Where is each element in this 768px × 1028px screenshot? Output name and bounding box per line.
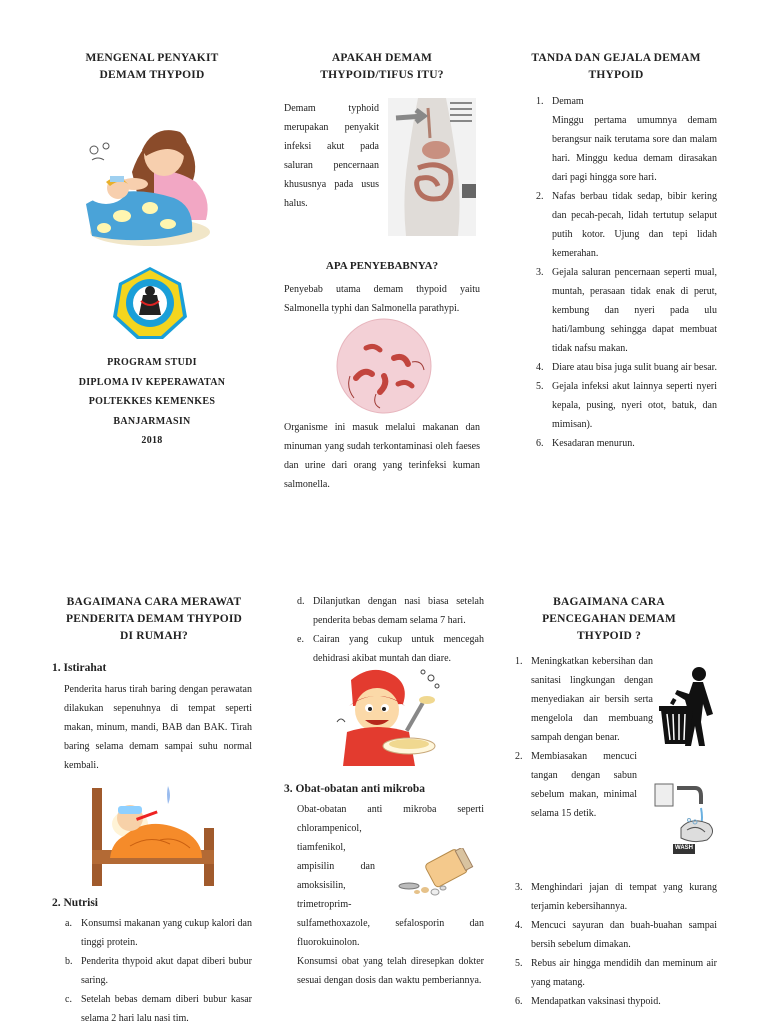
salmonella-image [336, 318, 432, 414]
pills-illustration [395, 848, 475, 896]
rest-text: Penderita harus tirah baring dengan perawatan dilakukan sepenuhnya di tempat seperti makan, minum, mandi, BAB dan BAK. Tirah baring selama demam sampai suhu normal kembali. [64, 684, 252, 771]
program-line: DIPLOMA IV KEPERAWATAN [78, 376, 226, 388]
digestive-system-image [388, 98, 476, 236]
drug-advice-text: Konsumsi obat yang telah diresepkan dokter sesuai dengan dosis dan waktu pemberiannya. [297, 956, 484, 986]
list-item: d. Dilanjutkan dengan nasi biasa setelah penderita bebas demam selama 7 hari. [297, 596, 484, 626]
definition-title: APAKAH DEMAM THYPOID/TIFUS ITU? [320, 52, 444, 81]
poltekkes-logo [111, 265, 189, 341]
cause-title: APA PENYEBABNYA? [325, 260, 439, 272]
list-item: 1. Demam Minggu pertama umumnya demam berangsur naik terutama sore dan malam hari. Minggu kedua demam dirasakan dari pagi hingga sore hari. [536, 96, 717, 183]
list-item: e. Cairan yang cukup untuk mencegah dehidrasi akibat muntah dan diare. [297, 634, 484, 664]
list-item: 6. Mendapatkan vaksinasi thypoid. [515, 996, 661, 1007]
sick-in-bed-illustration [90, 778, 216, 890]
prevention-list-bottom [515, 878, 717, 1011]
rest-heading: 1. Istirahat [52, 662, 107, 674]
list-item: 1. Meningkatkan kebersihan dan sanitasi lingkungan dengan menyediakan air bersih serta mengelola dan membuang sampah dengan benar. [515, 656, 653, 743]
list-item: 2. Membiasakan mencuci tangan dengan sabun sebelum makan, minimal selama 15 detik. [515, 751, 637, 819]
program-line: PROGRAM STUDI [107, 357, 197, 368]
care-title: BAGAIMANA CARA MERAWAT PENDERITA DEMAM THYPOID DI RUMAH? [65, 596, 243, 642]
list-item: 6. Kesadaran menurun. [536, 438, 635, 449]
cover-title: MENGENAL PENYAKIT DEMAM THYPOID [85, 52, 219, 81]
drug-line: tiamfenikol, [297, 842, 346, 853]
cause-text: Penyebab utama demam thypoid yaitu Salmonella typhi dan Salmonella parathypi. [284, 284, 480, 314]
list-item: 5. Rebus air hingga mendidih dan meminum air yang matang. [515, 958, 717, 988]
nutrition-list [65, 914, 252, 1028]
handwash-illustration [651, 782, 721, 856]
prevention-title: BAGAIMANA CARA PENCEGAHAN DEMAM THYPOID ? [542, 596, 676, 642]
list-item: c. Setelah bebas demam diberi bubur kasar selama 2 hari lalu nasi tim. [65, 994, 252, 1024]
trash-bin-icon [659, 664, 719, 748]
program-line: POLTEKKES KEMENKES [88, 396, 216, 407]
drug-line: amoksisilin, [297, 880, 346, 891]
nutrition-heading: 2. Nutrisi [52, 897, 98, 909]
drug-line: Obat-obatan anti mikroba seperti [297, 804, 484, 815]
wash-label: WASH [675, 845, 693, 851]
list-item: 4. Diare atau bisa juga sulit buang air besar. [536, 362, 717, 373]
symptoms-list [536, 92, 717, 453]
program-block [40, 353, 264, 451]
list-item: 2. Nafas berbau tidak sedap, bibir kering dan pecah-pecah, lidah tertutup selaput putih kotor. Ujung dan tepi lidah kemerahan. [536, 191, 717, 259]
program-line: 2018 [141, 435, 163, 446]
drug-line: trimetroprim- [297, 899, 352, 910]
list-item: 3. Menghindari jajan di tempat yang kurang terjamin kebersihannya. [515, 882, 717, 912]
definition-text: Demam typhoid merupakan penyakit infeksi akut pada saluran pencernaan khususnya pada usus halus. [284, 103, 379, 209]
drug-line: ampisilin dan [297, 861, 375, 872]
list-item: b. Penderita thypoid akut dapat diberi bubur saring. [65, 956, 252, 986]
list-item: 3. Gejala saluran pencernaan seperti mual, muntah, perasaan tidak enak di perut, kembung dan nyeri pada ulu hati/lambung sehingga dapat membuat tidak nafsu makan. [536, 267, 717, 354]
child-eating-illustration [333, 666, 453, 768]
drug-line: chlorampenicol, [297, 823, 362, 834]
mother-child-illustration [84, 112, 214, 250]
program-line: BANJARMASIN [113, 415, 191, 427]
drug-rest-text: sulfamethoxazole, sefalosporin dan fluorokuinolon. [297, 918, 484, 948]
list-item: a. Konsumsi makanan yang cukup kalori dan tinggi protein. [65, 918, 252, 948]
prevention-list-top [515, 652, 653, 823]
transmission-text: Organisme ini masuk melalui makanan dan minuman yang sudah terkontaminasi oleh faeses dan urine dari orang yang terinfeksi kuman salmonella. [284, 422, 480, 490]
list-item: 4. Mencuci sayuran dan buah-buahan sampai bersih sebelum dimakan. [515, 920, 717, 950]
drug-heading: 3. Obat-obatan anti mikroba [284, 783, 426, 795]
list-item: 5. Gejala infeksi akut lainnya seperti nyeri kepala, pusing, nyeri otot, batuk, dan mimisan). [536, 381, 717, 430]
symptoms-title: TANDA DAN GEJALA DEMAM THYPOID [531, 52, 701, 81]
nutrition-list-continued [297, 592, 484, 668]
